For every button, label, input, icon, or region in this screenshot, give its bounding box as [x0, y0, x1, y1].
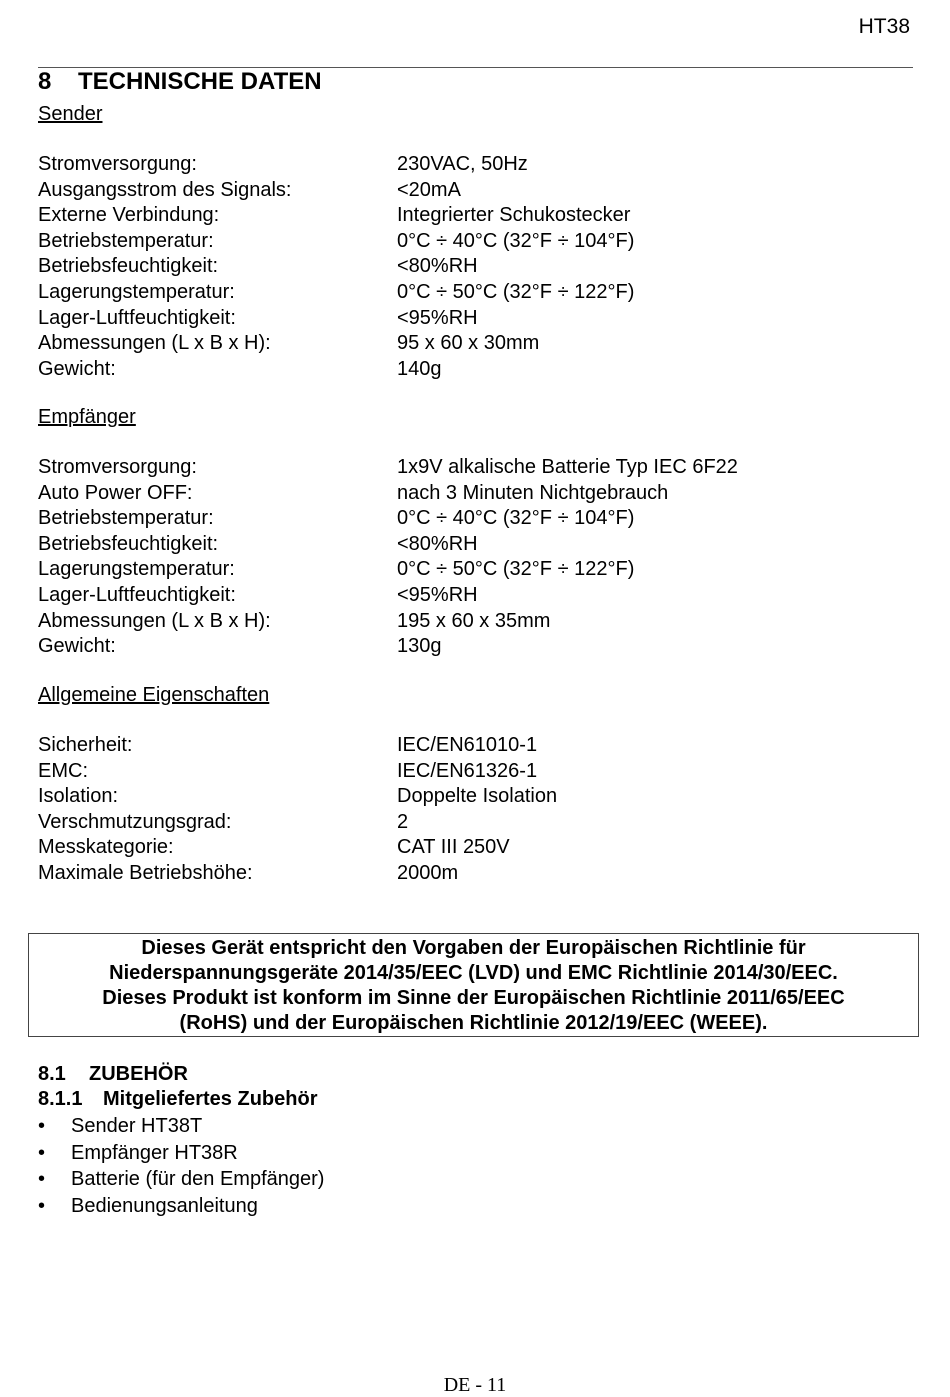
spec-label: Verschmutzungsgrad:: [38, 810, 232, 833]
list-item-text: Empfänger HT38R: [71, 1141, 238, 1164]
spec-value: CAT III 250V: [397, 836, 510, 859]
spec-value: nach 3 Minuten Nichtgebrauch: [397, 481, 669, 504]
spec-label: Lagerungstemperatur:: [38, 558, 235, 581]
spec-label: Betriebsfeuchtigkeit:: [38, 532, 219, 555]
spec-value: <80%RH: [397, 255, 478, 278]
spec-label: Gewicht:: [38, 635, 116, 658]
spec-row: [38, 784, 557, 810]
list-item-text: Sender HT38T: [71, 1115, 203, 1137]
receiver-specs: [38, 455, 738, 660]
list-item: [38, 1166, 324, 1193]
spec-value: Doppelte Isolation: [397, 785, 558, 808]
accessories-list: [38, 1113, 324, 1219]
spec-value: IEC/EN61326-1: [397, 759, 538, 782]
spec-label: Maximale Betriebshöhe:: [38, 861, 253, 884]
included-accessories-title: Mitgeliefertes Zubehör: [103, 1088, 318, 1110]
spec-label: Ausgangsstrom des Signals:: [38, 178, 292, 201]
spec-row: [38, 280, 634, 306]
spec-value: 0°C ÷ 40°C (32°F ÷ 104°F): [397, 229, 635, 252]
spec-value: 0°C ÷ 50°C (32°F ÷ 122°F): [397, 280, 635, 303]
spec-label: Abmessungen (L x B x H):: [38, 332, 271, 355]
spec-label: Abmessungen (L x B x H):: [38, 609, 271, 632]
general-specs: [38, 733, 557, 887]
spec-row: [38, 810, 557, 836]
spec-label: Stromversorgung:: [38, 153, 197, 175]
spec-row: [38, 532, 738, 558]
conformity-notice-box: [28, 933, 919, 1037]
notice-line: (RoHS) und der Europäischen Richtlinie 2012/19/EEC (WEEE).: [179, 1012, 768, 1034]
spec-label: Sicherheit:: [38, 734, 133, 756]
spec-row: [38, 306, 634, 332]
spec-row: [38, 583, 738, 609]
spec-label: Externe Verbindung:: [38, 204, 220, 227]
spec-row: [38, 835, 557, 861]
chapter-number: 8: [38, 68, 52, 95]
spec-value: IEC/EN61010-1: [397, 734, 538, 756]
spec-value: <20mA: [397, 178, 461, 201]
bullet-icon: •: [38, 1168, 46, 1191]
spec-label: Betriebstemperatur:: [38, 229, 214, 252]
spec-value: 140g: [397, 357, 442, 380]
accessories-title: ZUBEHÖR: [89, 1063, 188, 1085]
spec-row: [38, 331, 634, 357]
spec-row: [38, 229, 634, 255]
chapter-heading: [38, 68, 322, 96]
spec-value: 0°C ÷ 40°C (32°F ÷ 104°F): [397, 507, 635, 530]
spec-row: [38, 357, 634, 383]
list-item: [38, 1140, 324, 1167]
notice-line: Dieses Gerät entspricht den Vorgaben der Europäischen Richtlinie für: [141, 937, 806, 959]
spec-value: 95 x 60 x 30mm: [397, 332, 540, 355]
spec-value: <95%RH: [397, 583, 478, 606]
spec-label: Messkategorie:: [38, 836, 174, 859]
spec-value: <95%RH: [397, 306, 478, 329]
list-item: [38, 1193, 324, 1220]
spec-row: [38, 609, 738, 635]
spec-label: Lagerungstemperatur:: [38, 280, 235, 303]
spec-value: <80%RH: [397, 532, 478, 555]
spec-label: Gewicht:: [38, 357, 116, 380]
spec-row: [38, 557, 738, 583]
spec-value: 2000m: [397, 861, 459, 884]
spec-label: Auto Power OFF:: [38, 481, 193, 504]
included-accessories-number: 8.1.1: [38, 1088, 83, 1110]
section-title-receiver: Empfänger: [38, 406, 136, 428]
page-number: DE - 11: [443, 1374, 507, 1396]
spec-label: Lager-Luftfeuchtigkeit:: [38, 583, 236, 606]
spec-value: Integrierter Schukostecker: [397, 204, 631, 227]
spec-label: Betriebsfeuchtigkeit:: [38, 255, 219, 278]
spec-label: Betriebstemperatur:: [38, 507, 214, 530]
spec-label: Stromversorgung:: [38, 456, 197, 478]
spec-row: [38, 733, 557, 759]
sender-specs: [38, 152, 634, 382]
spec-row: [38, 203, 634, 229]
spec-value: 2: [397, 810, 409, 833]
notice-line: Dieses Produkt ist konform im Sinne der Europäischen Richtlinie 2011/65/EEC: [102, 987, 845, 1009]
spec-row: [38, 152, 634, 178]
spec-label: Isolation:: [38, 785, 119, 808]
spec-label: Lager-Luftfeuchtigkeit:: [38, 306, 236, 329]
spec-value: 0°C ÷ 50°C (32°F ÷ 122°F): [397, 558, 635, 581]
list-item-text: Bedienungsanleitung: [71, 1194, 258, 1217]
notice-line: Niederspannungsgeräte 2014/35/EEC (LVD) und EMC Richtlinie 2014/30/EEC.: [109, 962, 838, 984]
list-item-text: Batterie (für den Empfänger): [71, 1168, 325, 1191]
accessories-number: 8.1: [38, 1063, 66, 1085]
spec-row: [38, 506, 738, 532]
spec-value: 130g: [397, 635, 442, 658]
accessories-heading: [38, 1063, 188, 1086]
section-title-general: Allgemeine Eigenschaften: [38, 684, 270, 706]
spec-value: 1x9V alkalische Batterie Typ IEC 6F22: [397, 456, 738, 478]
spec-row: [38, 455, 738, 481]
spec-value: 230VAC, 50Hz: [397, 153, 528, 175]
spec-row: [38, 254, 634, 280]
spec-row: [38, 861, 557, 887]
bullet-icon: •: [38, 1141, 46, 1164]
spec-value: 195 x 60 x 35mm: [397, 609, 551, 632]
chapter-title: TECHNISCHE DATEN: [78, 68, 322, 95]
spec-row: [38, 481, 738, 507]
included-accessories-heading: [38, 1088, 317, 1111]
section-title-sender: Sender: [38, 103, 103, 125]
bullet-icon: •: [38, 1194, 46, 1217]
spec-row: [38, 178, 634, 204]
spec-row: [38, 759, 557, 785]
bullet-icon: •: [38, 1115, 46, 1137]
spec-label: EMC:: [38, 759, 88, 782]
list-item: [38, 1113, 324, 1140]
spec-row: [38, 634, 738, 660]
header-model: HT38: [858, 15, 910, 38]
